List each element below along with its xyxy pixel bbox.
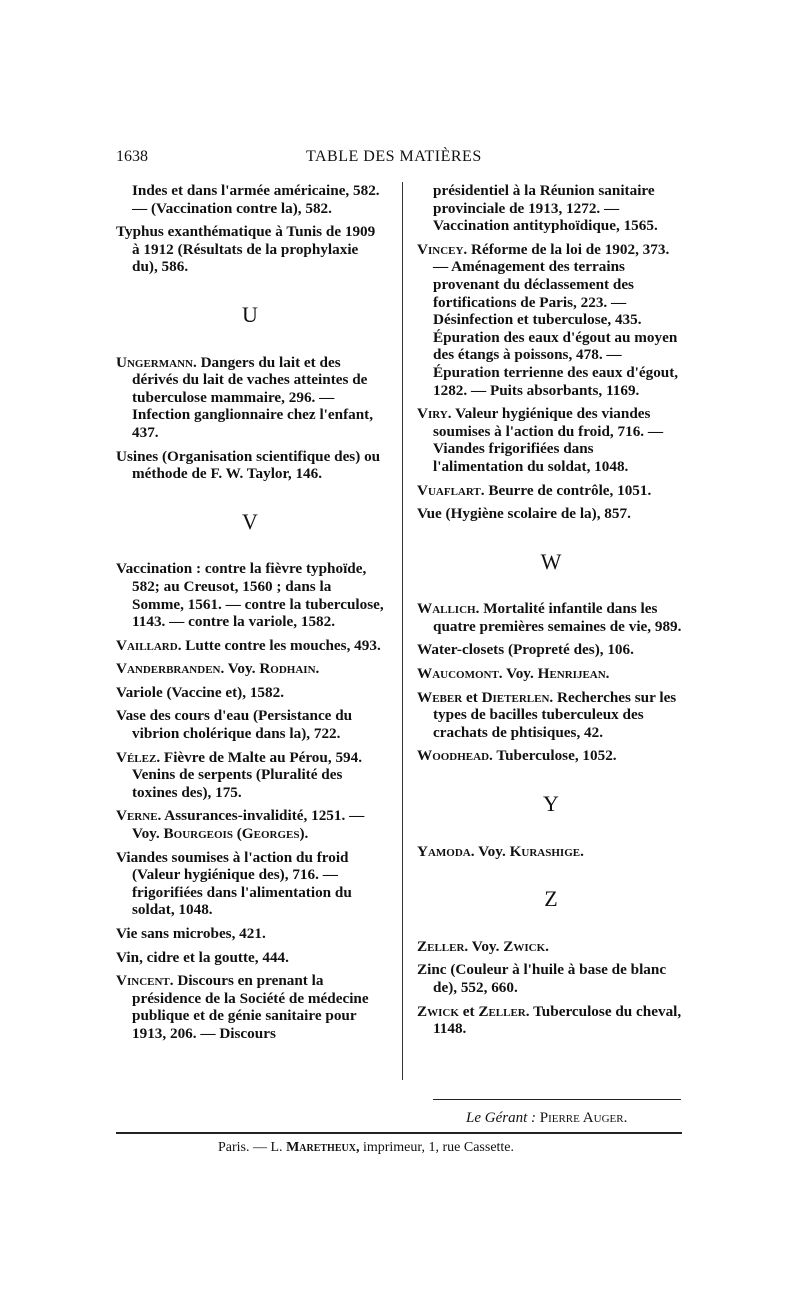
index-entry bbox=[116, 749, 384, 802]
right-column bbox=[417, 182, 685, 1044]
index-entry bbox=[116, 354, 384, 442]
index-entry: Indes et dans l'armée américaine, 582. — (Vaccination contre la), 582. bbox=[132, 182, 380, 217]
printer-name: Maretheux, bbox=[286, 1140, 360, 1155]
index-entry bbox=[417, 482, 685, 500]
author-name: Waucomont. bbox=[417, 665, 503, 683]
entry-text: Lutte contre les mouches, 493. bbox=[181, 636, 381, 654]
author-name: Dieterlen. bbox=[481, 688, 554, 706]
index-entry bbox=[417, 665, 685, 683]
author-name: Zwick bbox=[417, 1002, 459, 1020]
index-entry: Vin, cidre et la goutte, 444. bbox=[116, 948, 289, 966]
section-letter-u: U bbox=[242, 301, 258, 327]
gerant-line bbox=[466, 1110, 627, 1127]
section-letter-y: Y bbox=[543, 791, 559, 817]
section-letter-z: Z bbox=[544, 886, 558, 912]
index-entry bbox=[417, 689, 685, 742]
index-entry: Variole (Vaccine et), 1582. bbox=[116, 683, 285, 701]
index-entry: Water-closets (Propreté des), 106. bbox=[417, 641, 634, 659]
running-title: TABLE DES MATIÈRES bbox=[306, 148, 482, 165]
author-name: Woodhead. bbox=[417, 747, 493, 765]
author-name: Zeller. bbox=[478, 1002, 530, 1020]
gerant-label: Le Gérant : bbox=[466, 1110, 536, 1126]
cross-reference: Kurashige. bbox=[509, 842, 584, 860]
entry-text: Fièvre de Malte au Pérou, 594. Venins de serpents (Pluralité des toxines des), 175. bbox=[132, 748, 363, 801]
left-column bbox=[116, 182, 384, 1049]
index-entry: Usines (Organisation scientifique des) ou méthode de F. W. Taylor, 146. bbox=[116, 447, 381, 483]
index-entry bbox=[116, 660, 384, 678]
author-name: Viry. bbox=[417, 405, 452, 423]
entry-text: et bbox=[462, 688, 482, 706]
index-entry bbox=[417, 747, 685, 765]
page-number: 1638 bbox=[116, 148, 148, 165]
entry-text: Discours en prenant la présidence de la Société de médecine publique et de génie sanitaire pour 1913, 206. — Discours bbox=[132, 972, 369, 1042]
index-entry bbox=[417, 405, 685, 475]
author-name: Vanderbranden. bbox=[116, 660, 225, 678]
gerant-rule bbox=[433, 1099, 681, 1100]
entry-text: Dangers du lait et des dérivés du lait de vaches atteintes de tuberculose mammaire, 296. — Infection ganglionnaire chez l'enfant, 437. bbox=[132, 353, 374, 441]
bottom-rule bbox=[116, 1132, 682, 1134]
cross-reference: Rodhain. bbox=[259, 660, 320, 678]
index-entry bbox=[417, 241, 685, 399]
index-entry: Vase des cours d'eau (Persistance du vibrion cholérique dans la), 722. bbox=[116, 707, 353, 743]
index-entry bbox=[116, 972, 384, 1042]
entry-text: Recherches sur les types de bacilles tuberculeux des crachats de phtisiques, 42. bbox=[433, 688, 677, 741]
entry-text: Beurre de contrôle, 1051. bbox=[484, 481, 652, 499]
index-entry bbox=[417, 843, 685, 861]
author-name: Vincey. bbox=[417, 240, 468, 258]
index-entry bbox=[116, 637, 384, 655]
index-entry bbox=[417, 1003, 685, 1038]
entry-text: Tuberculose, 1052. bbox=[492, 747, 617, 765]
entry-text: et bbox=[458, 1002, 479, 1020]
entry-text: Valeur hygiénique des viandes soumises à l'action du froid, 716. — Viandes frigorifiées dans l'alimentation du soldat, 1048. bbox=[433, 405, 664, 475]
entry-text: Voy. bbox=[224, 660, 260, 678]
cross-reference: Zwick. bbox=[503, 937, 549, 955]
index-entry: Typhus exanthématique à Tunis de 1909 à 1912 (Résultats de la prophylaxie du), 586. bbox=[116, 223, 376, 276]
author-name: Ungermann. bbox=[116, 353, 197, 371]
author-name: Weber bbox=[417, 688, 463, 706]
cross-reference: Henrijean. bbox=[537, 665, 610, 683]
index-entry: Zinc (Couleur à l'huile à base de blanc de), 552, 660. bbox=[417, 961, 667, 996]
author-name: Verne. bbox=[116, 807, 162, 825]
entry-text: Voy. bbox=[468, 937, 504, 955]
index-entry bbox=[116, 807, 384, 842]
entry-text: Mortalité infantile dans les quatre premières semaines de vie, 989. bbox=[433, 600, 682, 635]
entry-text: Assurances-invalidité, 1251. — Voy. bbox=[132, 807, 365, 843]
section-letter-v: V bbox=[242, 508, 258, 534]
author-name: Wallich. bbox=[417, 600, 480, 618]
index-entry: Vue (Hygiène scolaire de la), 857. bbox=[417, 505, 631, 523]
entry-text: Réforme de la loi de 1902, 373. — Aménagement des terrains provenant du déclassement des fortifications de Paris, 223. — Désinfection et tuberculose, 435. Épuration des eaux d'égout au moyen des étangs à poissons, 478. — Épuration terrienne des eaux d'égout, 1282. — Puits absorbants, 1169. bbox=[433, 240, 679, 399]
index-entry bbox=[417, 938, 685, 956]
author-name: Yamoda. bbox=[417, 842, 475, 860]
entry-text: Voy. bbox=[502, 665, 538, 683]
index-entry bbox=[417, 600, 685, 635]
author-name: Vuaflart. bbox=[417, 481, 485, 499]
author-name: Vélez. bbox=[116, 748, 161, 766]
section-letter-w: W bbox=[540, 548, 562, 574]
author-name: Vaillard. bbox=[116, 636, 182, 654]
printer-address: imprimeur, 1, rue Cassette. bbox=[359, 1140, 515, 1155]
author-name: Zeller. bbox=[417, 937, 469, 955]
index-entry: présidentiel à la Réunion sanitaire provinciale de 1913, 1272. — Vaccination antityphoïdique, 1565. bbox=[433, 182, 658, 235]
author-name: Vincent. bbox=[116, 972, 174, 990]
entry-text: Tuberculose du cheval, 1148. bbox=[433, 1002, 682, 1038]
printer-city: Paris. — L. bbox=[218, 1140, 287, 1155]
cross-reference: Bourgeois (Georges). bbox=[163, 825, 309, 843]
entry-text: Voy. bbox=[474, 842, 510, 860]
gerant-name: Pierre Auger. bbox=[539, 1110, 628, 1126]
index-entry: Viandes soumises à l'action du froid (Valeur hygiénique des), 716. — frigorifiées dans l'alimentation du soldat, 1048. bbox=[116, 848, 352, 919]
index-entry: Vaccination : contre la fièvre typhoïde, 582; au Creusot, 1560 ; dans la Somme, 1561. — contre la tuberculose, 1143. — contre la variole, 1582. bbox=[116, 560, 384, 631]
printer-line bbox=[218, 1140, 514, 1156]
column-divider bbox=[402, 182, 403, 1080]
index-entry: Vie sans microbes, 421. bbox=[116, 925, 266, 942]
